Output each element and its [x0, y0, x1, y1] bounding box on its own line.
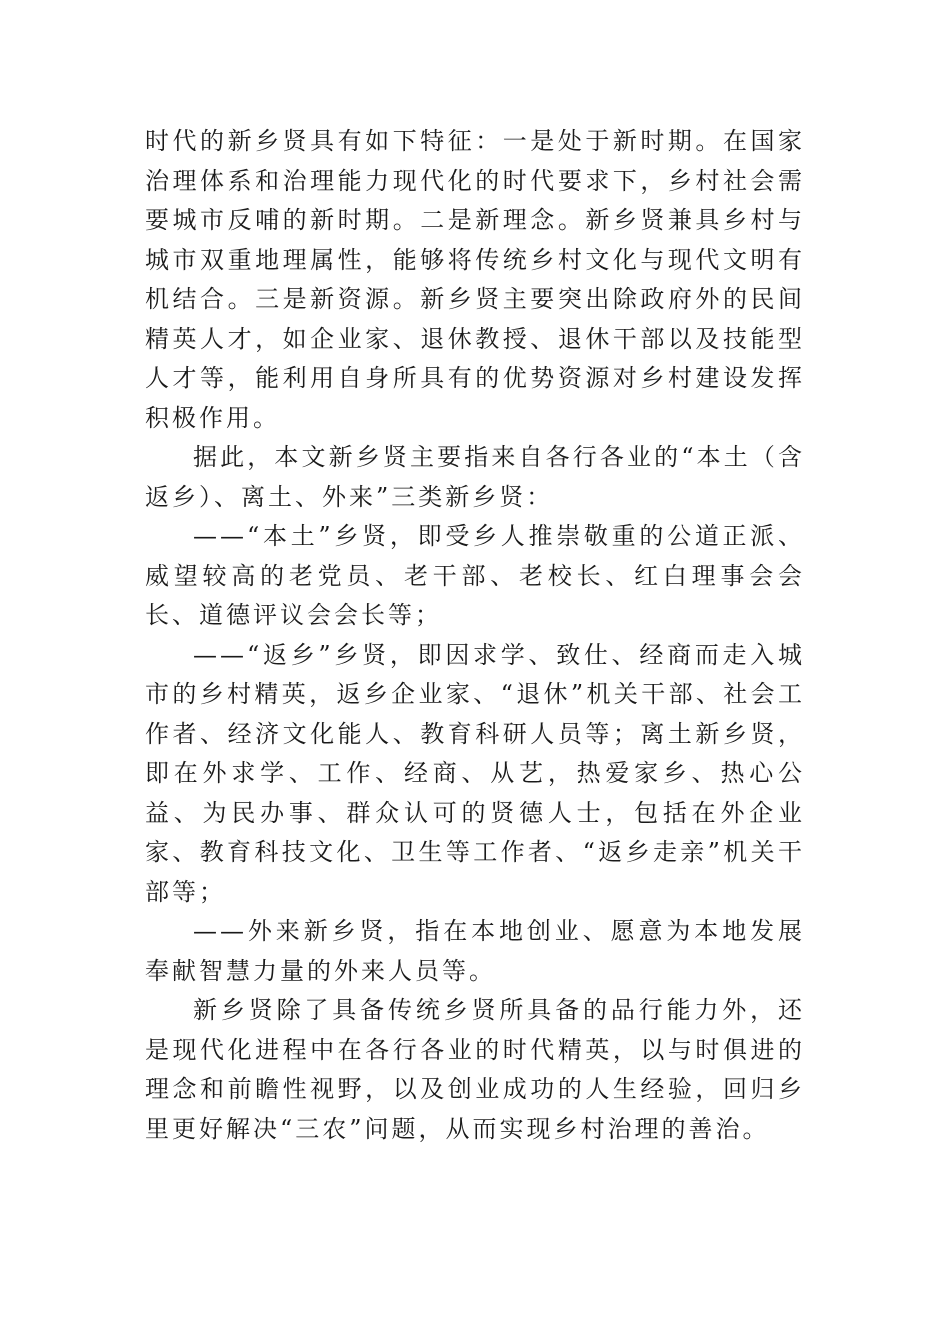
paragraph-returning-sage: ——“返乡”乡贤，即因求学、致仕、经商而走入城市的乡村精英，返乡企业家、“退休”机关干部、社会工作者、经济文化能人、教育科研人员等；离土新乡贤，即在外求学、工作、经商、从艺，热爱家乡、热心公益、为民办事、群众认可的贤德人士，包括在外企业家、教育科技文化、卫生等工作者、“返乡走亲”机关干部等；	[145, 640, 805, 906]
paragraph-outside-sage: ——外来新乡贤，指在本地创业、愿意为本地发展奉献智慧力量的外来人员等。	[145, 917, 805, 985]
document-body	[145, 122, 805, 1149]
paragraph-three-types-intro: 据此，本文新乡贤主要指来自各行各业的“本土（含返乡）、离土、外来”三类新乡贤：	[145, 443, 805, 511]
paragraph-new-sage-features: 时代的新乡贤具有如下特征：一是处于新时期。在国家治理体系和治理能力现代化的时代要求下，乡村社会需要城市反哺的新时期。二是新理念。新乡贤兼具乡村与城市双重地理属性，能够将传统乡村文化与现代文明有机结合。三是新资源。新乡贤主要突出除政府外的民间精英人才，如企业家、退休教授、退休干部以及技能型人才等，能利用自身所具有的优势资源对乡村建设发挥积极作用。	[145, 127, 805, 432]
paragraph-conclusion: 新乡贤除了具备传统乡贤所具备的品行能力外，还是现代化进程中在各行各业的时代精英，以与时俱进的理念和前瞻性视野，以及创业成功的人生经验，回归乡里更好解决“三农”问题，从而实现乡村治理的善治。	[145, 996, 805, 1143]
paragraph-local-sage: ——“本土”乡贤，即受乡人推崇敬重的公道正派、威望较高的老党员、老干部、老校长、红白理事会会长、道德评议会会长等；	[145, 522, 805, 629]
